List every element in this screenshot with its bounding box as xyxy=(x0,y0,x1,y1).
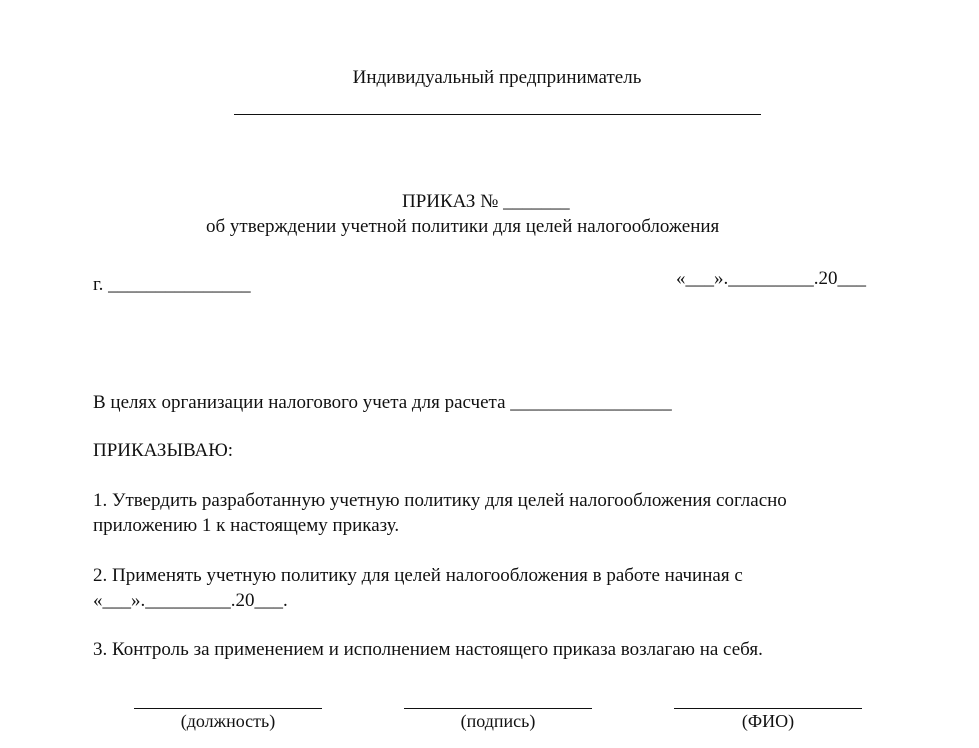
city-field: г. _______________ xyxy=(93,274,251,295)
position-signature-line xyxy=(134,708,322,709)
signature-line xyxy=(404,708,592,709)
preamble-text: В целях организации налогового учета для расчета _________________ xyxy=(93,392,672,413)
order-title: ПРИКАЗ № _______ xyxy=(402,191,570,212)
item-1-line-1: 1. Утвердить разработанную учетную политику для целей налогообложения согласно xyxy=(93,490,787,511)
entrepreneur-name-blank xyxy=(234,114,761,115)
item-1-line-2: приложению 1 к настоящему приказу. xyxy=(93,515,400,536)
item-2-line-2: «___»._________.20___. xyxy=(93,590,288,611)
order-word: ПРИКАЗЫВАЮ: xyxy=(93,440,234,461)
item-2-line-1: 2. Применять учетную политику для целей налогообложения в работе начиная с xyxy=(93,565,743,586)
position-caption: (должность) xyxy=(180,711,276,731)
signature-caption: (подпись) xyxy=(460,711,536,731)
item-3: 3. Контроль за применением и исполнением настоящего приказа возлагаю на себя. xyxy=(93,639,763,660)
date-field: «___»._________.20___ xyxy=(676,268,866,289)
entrepreneur-label: Индивидуальный предприниматель xyxy=(352,67,642,88)
order-subtitle: об утверждении учетной политики для целей налогообложения xyxy=(206,216,720,237)
name-caption: (ФИО) xyxy=(741,711,795,731)
name-signature-line xyxy=(674,708,862,709)
